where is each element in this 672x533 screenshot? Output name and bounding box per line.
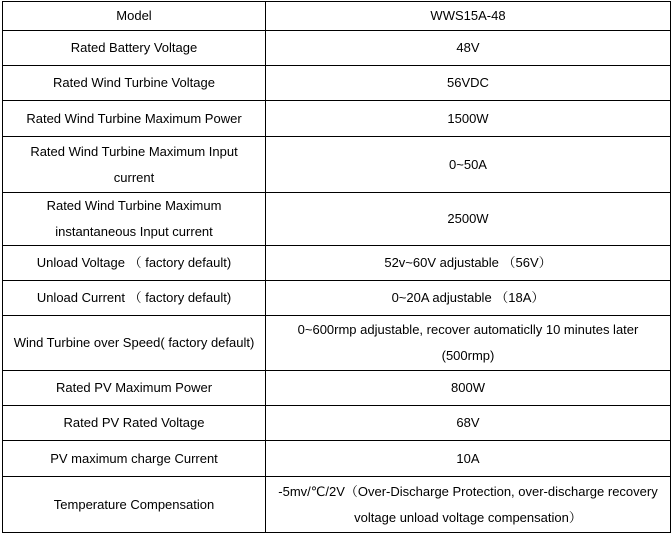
row-value: 10A: [266, 441, 671, 477]
row-label: Rated PV Maximum Power: [3, 371, 266, 406]
table-row: [3, 193, 671, 246]
row-value: 48V: [266, 31, 671, 66]
row-value: 0~20A adjustable （18A）: [266, 281, 671, 316]
row-value: 800W: [266, 371, 671, 406]
table-row: [3, 137, 671, 193]
row-value: 56VDC: [266, 66, 671, 101]
row-label: PV maximum charge Current: [3, 441, 266, 477]
row-value: 2500W: [266, 193, 671, 246]
table-row: [3, 66, 671, 101]
row-value: 1500W: [266, 101, 671, 137]
table-row: [3, 441, 671, 477]
row-label: Unload Current （ factory default): [3, 281, 266, 316]
table-row: [3, 477, 671, 533]
row-value: WWS15A-48: [266, 2, 671, 31]
row-value: 52v~60V adjustable （56V）: [266, 246, 671, 281]
table-row: [3, 281, 671, 316]
row-value: 68V: [266, 406, 671, 441]
table-row: [3, 246, 671, 281]
row-label: Rated Wind Turbine Voltage: [3, 66, 266, 101]
table-row: [3, 406, 671, 441]
spec-table: [2, 1, 671, 533]
row-value: -5mv/℃/2V（Over-Discharge Protection, over-discharge recovery voltage unload voltage compensation）: [266, 477, 671, 533]
row-value: 0~600rmp adjustable, recover automaticlly 10 minutes later (500rmp): [266, 316, 671, 371]
row-label: Rated Wind Turbine Maximum instantaneous Input current: [3, 193, 266, 246]
table-row: [3, 2, 671, 31]
row-label: Rated Battery Voltage: [3, 31, 266, 66]
table-row: [3, 316, 671, 371]
table-row: [3, 101, 671, 137]
row-label: Rated PV Rated Voltage: [3, 406, 266, 441]
row-label: Rated Wind Turbine Maximum Power: [3, 101, 266, 137]
row-value: 0~50A: [266, 137, 671, 193]
row-label: Unload Voltage （ factory default): [3, 246, 266, 281]
table-row: [3, 31, 671, 66]
row-label: Temperature Compensation: [3, 477, 266, 533]
row-label: Rated Wind Turbine Maximum Input current: [3, 137, 266, 193]
row-label: Model: [3, 2, 266, 31]
row-label: Wind Turbine over Speed( factory default): [3, 316, 266, 371]
table-row: [3, 371, 671, 406]
